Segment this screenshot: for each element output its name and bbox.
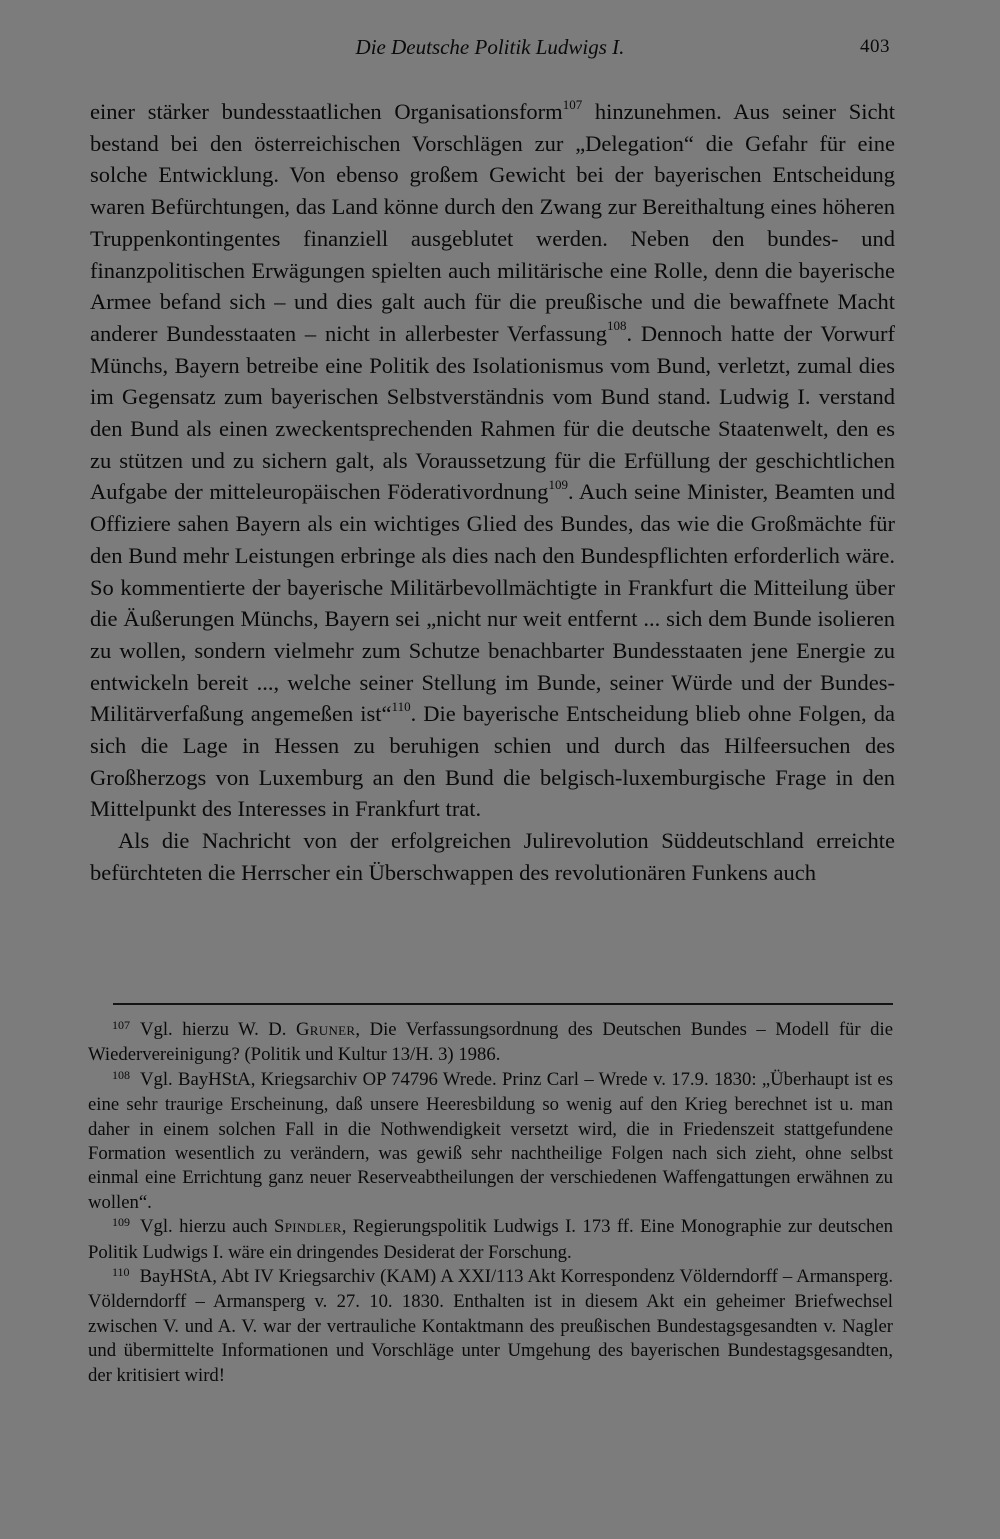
- footnote-text: BayHStA, Abt IV Kriegsarchiv (KAM) A XXI/113 Akt Korrespondenz Völderndorff – Armansperg. Völderndorff – Armansperg v. 27. 10. 1830. Enthalten ist in diesem Akt ein geheimer Briefwechsel zwischen V. und A. V. war der vertrauliche Kontaktmann des preußischen Bundestagsgesandten v. Nagler und übermittelte Informationen und Vorschläge unter Umgehung des bayerischen Bundestagsgesandten, der kritisiert wird!: [88, 1266, 893, 1386]
- footnote-number: 107: [112, 1018, 130, 1032]
- text-run: einer stärker bundesstaatlichen Organisationsform: [90, 99, 563, 124]
- paragraph-2: Als die Nachricht von der erfolgreichen Julirevolution Süddeutschland erreichte befürchteten die Herrscher ein Überschwappen des revolutionären Funkens auch: [90, 828, 895, 885]
- running-title: Die Deutsche Politik Ludwigs I.: [355, 35, 625, 59]
- footnote-ref-110: 110: [391, 698, 411, 714]
- footnote-ref-108: 108: [606, 318, 627, 334]
- page-number: 403: [860, 36, 890, 57]
- footnote-number: 108: [112, 1067, 130, 1082]
- text-run: hinzunehmen. Aus seiner Sicht bestand bei den österreichischen Vorschlägen zur „Delegation“ die Gefahr für eine solche Entwicklung. Von ebenso großem Gewicht bei der bayerischen Entscheidung waren Befürchtungen, das Land könne durch den Zwang zur Bereithaltung eines höheren Truppenkontingentes finanziell ausgeblutet werden. Neben den bundes- und finanzpolitischen Erwägungen spielten auch militärische eine Rolle, denn die bayerische Armee befand sich – und dies galt auch für die preußische und die bewaffnete Macht anderer Bundesstaaten – nicht in allerbester Verfassung: [90, 99, 895, 346]
- text-run: . Auch seine Minister, Beamten und Offiziere sahen Bayern als ein wichtiges Glied des Bundes, das wie die Großmächte für den Bund mehr Leistungen erbringe als dies nach den Bundespflichten erforderlich wäre. So kommentierte der bayerische Militärbevollmächtigte in Frankfurt die Mitteilung über die Äußerungen Münchs, Bayern sei „nicht nur weit entfernt ... sich dem Bunde isolieren zu wollen, sondern vielmehr zum Schutze benachbarter Bundesstaaten jene Energie zu entwickeln bereit ..., welche seiner Stellung im Bunde, seiner Würde und der Bundes-Militärverfaßung angemeßen ist“: [90, 479, 896, 727]
- footnote-text: Vgl. hierzu W. D.: [140, 1019, 297, 1040]
- footnote-number: 109: [112, 1215, 130, 1230]
- footnote-author: Spindler: [274, 1216, 342, 1238]
- running-head: [90, 32, 890, 62]
- footnote-text: Vgl. hierzu auch: [140, 1216, 275, 1238]
- footnote-ref-109: 109: [548, 476, 568, 492]
- footnote-text: Vgl. BayHStA, Kriegsarchiv OP 74796 Wrede. Prinz Carl – Wrede v. 17.9. 1830: „Überhaupt ist es eine sehr traurige Erscheinung, daß unsere Heeresbildung so wenig auf den Krieg berechnet ist u. man daher in einem solchen Fall in die Nothwendigkeit versetzt wird, die in Friedenszeit stattgefundene Formation wesentlich zu verändern, was gewiß sehr nachtheilige Folgen nach sich zieht, ohne selbst einmal eine Errichtung ganz neuer Reserveabtheilungen der verschiedenen Waffengattungen erwähnen zu wollen“.: [88, 1068, 893, 1213]
- body-text: [90, 96, 895, 889]
- footnote-109: [88, 1215, 893, 1265]
- footnote-number: 110: [112, 1265, 130, 1280]
- paragraph-1: [90, 96, 895, 825]
- text-run: . Dennoch hatte der Vorwurf Münchs, Bayern betreibe eine Politik des Isolationismus vom Bund, verletzt, zumal dies im Gegensatz zum bayerischen Selbstverständnis vom Bund stand. Ludwig I. verstand den Bund als einen zweckentsprechenden Rahmen für die deutsche Staatenwelt, den es zu stützen und zu sichern galt, als Voraussetzung für die Erfüllung der geschichtlichen Aufgabe der mitteleuropäischen Föderativordnung: [90, 320, 895, 505]
- footnote-divider: [113, 1003, 893, 1005]
- text-run: . Die bayerische Entscheidung blieb ohne Folgen, da sich die Lage in Hessen zu beruhigen schien und durch das Hilfeersuchen des Großherzogs von Luxemburg an den Bund die belgisch-luxemburgische Frage in den Mittelpunkt des Interesses in Frankfurt trat.: [90, 701, 895, 822]
- footnote-text: , Regierungspolitik Ludwigs I. 173 ff. Eine Monographie zur deutschen Politik Ludwigs I. wäre ein dringendes Desiderat der Forschung.: [88, 1216, 893, 1263]
- footnotes: [88, 1018, 893, 1388]
- footnote-107: [88, 1018, 893, 1068]
- footnote-text: , Die Verfassungsordnung des Deutschen Bundes – Modell für die Wiedervereinigung? (Politik und Kultur 13/H. 3) 1986.: [88, 1019, 893, 1066]
- footnote-108: [88, 1068, 893, 1215]
- footnote-ref-107: 107: [562, 96, 583, 112]
- footnote-110: [88, 1265, 893, 1388]
- footnote-author: Gruner: [296, 1019, 356, 1040]
